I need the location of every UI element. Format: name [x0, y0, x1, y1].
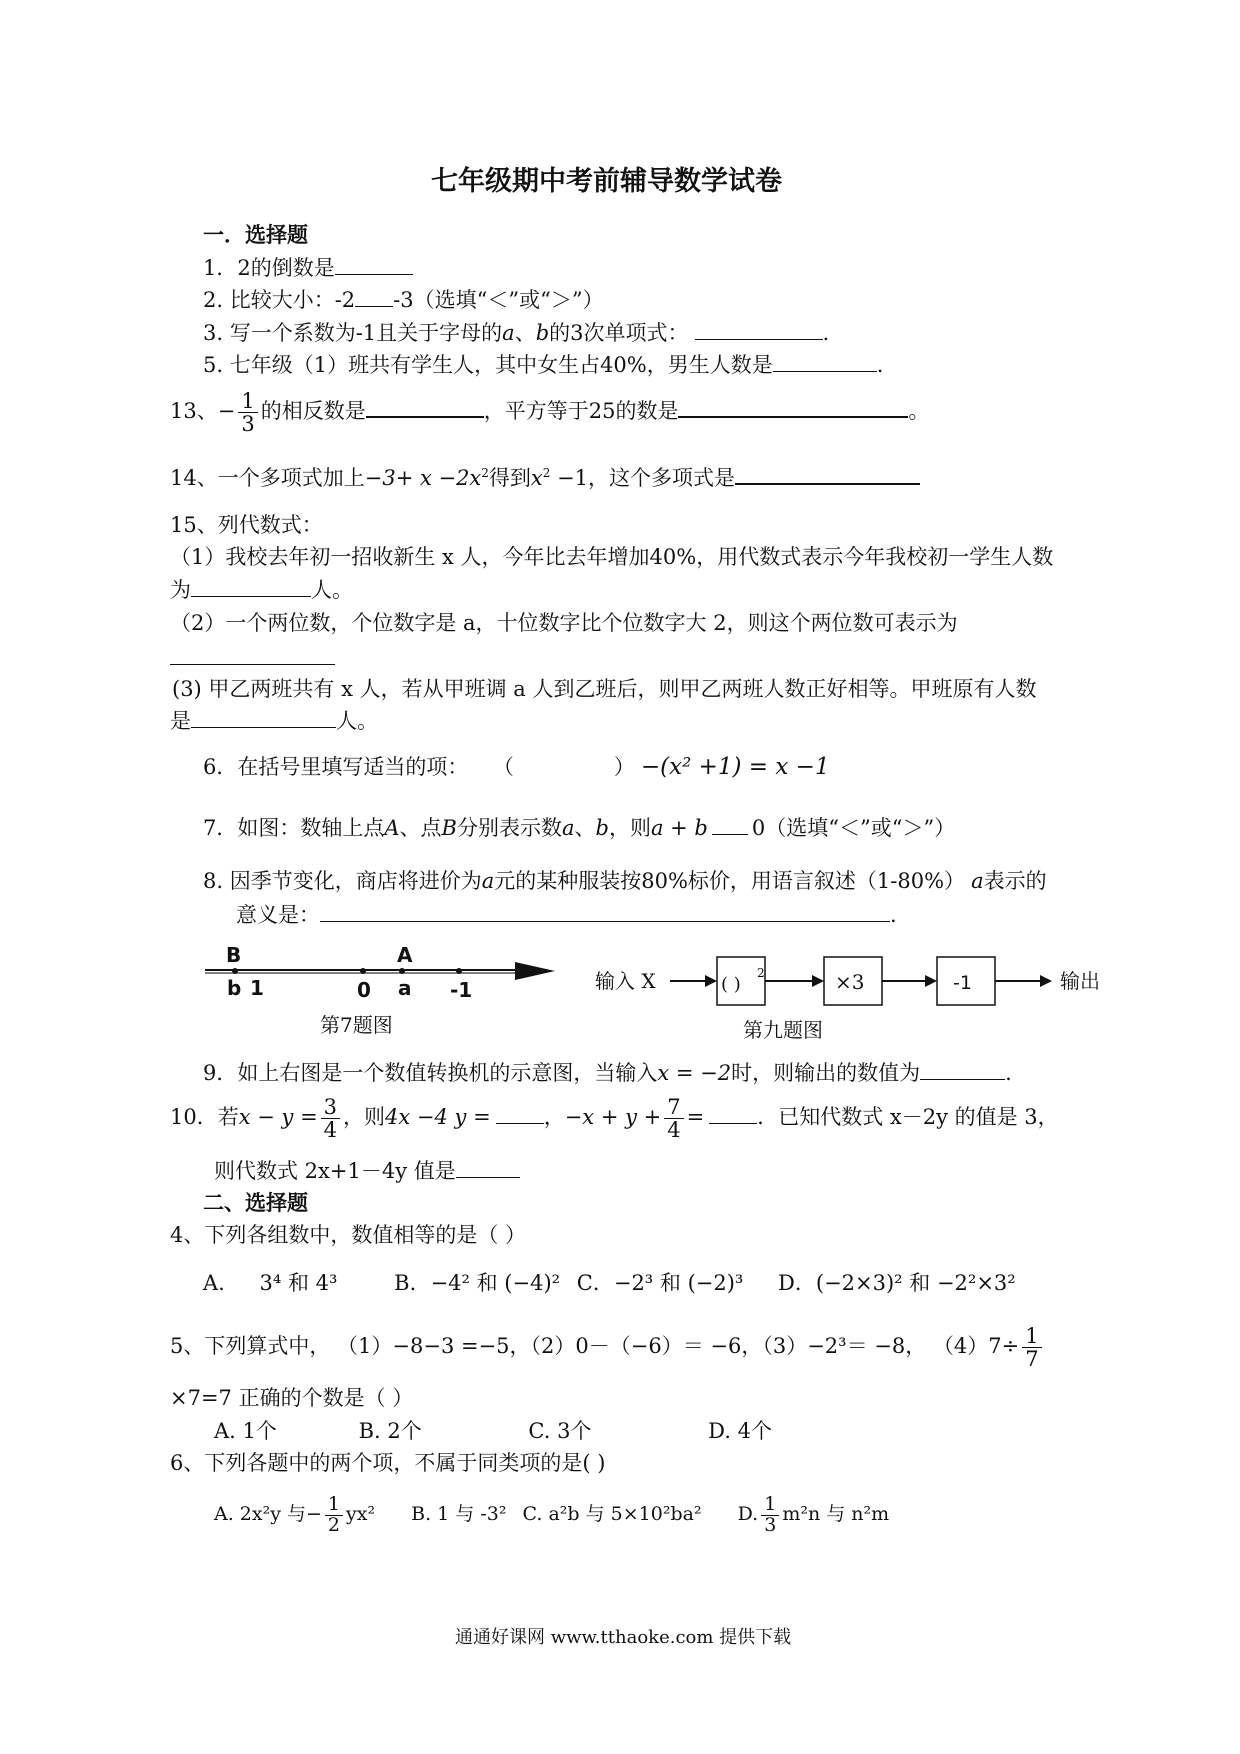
- s2-question-5-options: [214, 1418, 772, 1444]
- label-neg1: -1: [450, 978, 473, 1002]
- q7-a: a: [561, 816, 575, 840]
- q10-e2: −x + y +: [564, 1105, 662, 1130]
- question-9: [203, 1060, 1012, 1086]
- q14-expr2a: x: [530, 466, 543, 490]
- label-B: B: [226, 943, 242, 967]
- q9-text-b: 时，则输出的数值为: [731, 1061, 921, 1085]
- q5-blank[interactable]: [773, 353, 877, 372]
- question-10-line1: [170, 1096, 1059, 1141]
- q3-var-a: a: [502, 321, 515, 345]
- q6s2-a-frac-den: 2: [327, 1513, 341, 1536]
- number-line-figure: [195, 940, 565, 1015]
- q8-end: .: [890, 903, 897, 927]
- q3-sep: 、: [514, 321, 536, 345]
- q10-t3: ．已知代数式 x－2y 的值是 3，: [757, 1105, 1059, 1130]
- label-A: A: [397, 943, 413, 967]
- label-b: b: [227, 976, 242, 1000]
- q6s2-option-c[interactable]: C. a²b 与 5×10²ba²: [522, 1503, 702, 1526]
- q5s2-option-d[interactable]: D. 4个: [708, 1419, 772, 1443]
- q13-neg: −: [217, 399, 236, 424]
- q7-B: B: [441, 816, 457, 840]
- minus1-box-label: -1: [953, 972, 972, 994]
- q7-A: A: [384, 816, 400, 840]
- q3-end: .: [822, 321, 830, 345]
- q2-blank[interactable]: [355, 288, 393, 307]
- label-a: a: [398, 976, 412, 1000]
- q10-frac2: [664, 1096, 683, 1141]
- q6s2-d-frac-num: 1: [761, 1495, 779, 1516]
- arrow-2-head: [812, 975, 824, 987]
- q6s2-option-a-text: A. 2x²y 与−: [214, 1503, 322, 1526]
- q13-end: 。: [908, 399, 930, 424]
- q6s2-d-frac-den: 3: [764, 1513, 777, 1536]
- q6s2-option-b[interactable]: B. 1 与 -3²: [411, 1503, 507, 1526]
- q9-text-a: 9．如上右图是一个数值转换机的示意图，当输入: [203, 1061, 658, 1085]
- q10-frac2-num: 7: [664, 1096, 683, 1119]
- conversion-machine-figure: [595, 945, 1115, 1020]
- q15-heading: 15、列代数式：: [170, 513, 323, 537]
- q3-text-b: 的3次单项式：: [549, 321, 689, 345]
- q7-b: b: [595, 816, 609, 840]
- question-10-line2: [214, 1158, 520, 1184]
- q10-lhs: x − y =: [238, 1105, 318, 1130]
- q13-fraction: [238, 390, 257, 435]
- q15-part2-line2: [170, 645, 335, 671]
- fig7-caption: 第7题图: [320, 1013, 393, 1037]
- number-line-arrow: [515, 962, 555, 980]
- q7-t2: 、点: [399, 816, 442, 840]
- q15-p1-blank[interactable]: [191, 578, 311, 597]
- question-2: [203, 287, 604, 313]
- q6s2-option-a-tail: yx²: [346, 1503, 376, 1526]
- q8-text-a: 8. 因季节变化，商店将进价为: [203, 869, 482, 893]
- q10-t1: ，则: [343, 1105, 386, 1130]
- q15-p3-blank[interactable]: [191, 709, 336, 728]
- q4-option-b-label[interactable]: B．: [394, 1271, 431, 1295]
- q14-text-b: 得到: [488, 466, 531, 490]
- q5s2-frac-num: 1: [1022, 1325, 1041, 1348]
- q5s2-fraction: [1022, 1325, 1041, 1370]
- arrow-3-head: [925, 975, 937, 987]
- q14-blank[interactable]: [735, 465, 920, 485]
- q13-text-b: ，平方等于25的数是: [483, 399, 679, 424]
- q3-var-b: b: [535, 321, 550, 345]
- q9-expr: x = −2: [657, 1061, 732, 1085]
- q6-paren-open: （: [503, 755, 514, 779]
- q4-option-c[interactable]: −2³ 和 (−2)³: [613, 1271, 744, 1295]
- q13-blank-2[interactable]: [678, 398, 908, 418]
- s2-question-5-line2: ×7=7 正确的个数是（ ）: [170, 1386, 414, 1410]
- q5s2-option-a[interactable]: A. 1个: [214, 1419, 277, 1443]
- q15-p1-pre: 为: [170, 578, 191, 602]
- question-8-line2: [236, 902, 897, 928]
- label-1: 1: [250, 976, 264, 1000]
- question-6: [203, 753, 830, 782]
- q15-p3-pre: 是: [170, 709, 191, 733]
- q10-frac1-den: 4: [323, 1118, 338, 1143]
- q14-text-a: 14、一个多项式加上: [170, 466, 365, 490]
- section2-heading: 二、选择题: [203, 1191, 308, 1215]
- q4-option-a[interactable]: 3⁴ 和 4³: [259, 1271, 338, 1295]
- q4-option-d-label[interactable]: D．: [778, 1271, 816, 1295]
- point-A: [399, 968, 405, 974]
- q8-text-b: 元的某种服装按80%标价，用语言叙述（1-80%）: [494, 869, 966, 893]
- q3-text-a: 3. 写一个系数为-1且关于字母的: [203, 321, 503, 345]
- square-box-label: ( ): [721, 974, 741, 995]
- arrow-1-head: [705, 975, 717, 987]
- q13-num: 13、: [170, 399, 218, 424]
- question-8-line1: [203, 868, 1047, 894]
- q7-t4: 、: [574, 816, 596, 840]
- q10-eq: =: [686, 1105, 705, 1130]
- s2-question-4-options: [203, 1270, 1016, 1296]
- q10-frac1-num: 3: [321, 1096, 340, 1119]
- fig9-caption: 第九题图: [743, 1018, 823, 1042]
- q10-frac1: [321, 1096, 340, 1141]
- q14-text-c: ，这个多项式是: [588, 466, 736, 490]
- q5-end: .: [876, 353, 884, 377]
- question-1: [203, 255, 413, 281]
- q5s2-option-b[interactable]: B. 2个: [358, 1419, 422, 1443]
- q6-text: 6．在括号里填写适当的项：: [203, 755, 469, 779]
- q10-frac2-den: 4: [667, 1118, 681, 1143]
- q5s2-option-c[interactable]: C. 3个: [528, 1419, 592, 1443]
- q6s2-option-d[interactable]: [737, 1493, 890, 1536]
- s2-question-5: [170, 1325, 1045, 1370]
- q7-blank[interactable]: [712, 816, 748, 835]
- q10-t2: ，: [543, 1105, 565, 1130]
- point-1: [232, 968, 238, 974]
- q2-text-b: -3（选填“＜”或“＞”）: [393, 288, 604, 312]
- q8-blank[interactable]: [320, 903, 890, 922]
- q1-blank[interactable]: [335, 256, 413, 275]
- question-14: [170, 465, 920, 491]
- q7-t3: 分别表示数: [456, 816, 562, 840]
- question-7: [203, 815, 955, 841]
- q6s2-option-d-frac: [761, 1495, 779, 1536]
- q6s2-option-a-frac: [325, 1495, 343, 1536]
- q9-blank[interactable]: [920, 1061, 1005, 1080]
- q6s2-a-frac-num: 1: [325, 1495, 343, 1516]
- q8-var-a1: a: [481, 869, 495, 893]
- q15-part3-line2: [170, 708, 378, 734]
- q1-text: 1．2的倒数是: [203, 256, 335, 280]
- page-title: 七年级期中考前辅导数学试卷: [431, 166, 782, 197]
- q5s2-text: 5、下列算式中， （1）−8−3 =−5，（2）0－（−6）＝ −6，（3）−2³＝ −8， （4）7÷: [170, 1334, 1020, 1359]
- q15-part2-line1: （2）一个两位数，个位数字是 a，十位数字比个位数字大 2，则这个两位数可表示为: [170, 611, 958, 635]
- arrow-4-head: [1040, 975, 1052, 987]
- q6s2-option-d-text: D.: [737, 1503, 759, 1526]
- q8-var-a2: a: [971, 869, 984, 893]
- q4-option-a-label[interactable]: A.: [203, 1271, 225, 1295]
- q14-exp1: 2: [481, 466, 489, 480]
- q8-text-c: 表示的: [983, 869, 1047, 893]
- square-box-exp: 2: [757, 966, 765, 980]
- question-3: [203, 320, 829, 346]
- q10-num: 10．若: [170, 1105, 239, 1130]
- s2-question-6: 6、下列各题中的两个项，不属于同类项的是( ): [170, 1451, 606, 1475]
- q6s2-option-a[interactable]: [214, 1493, 376, 1536]
- q6s2-option-d-tail: m²n 与 n²m: [782, 1503, 890, 1526]
- s2-question-4: 4、下列各组数中，数值相等的是（ ）: [170, 1223, 527, 1247]
- point-0: [360, 968, 366, 974]
- q2-text-a: 2. 比较大小：-2: [203, 288, 356, 312]
- page-footer: 通通好课网 www.tthaoke.com 提供下载: [455, 1627, 792, 1648]
- q7-t6: 0（选填“＜”或“＞”）: [751, 816, 956, 840]
- q10-e1: 4x −4 y =: [385, 1105, 491, 1130]
- q3-blank[interactable]: [695, 321, 823, 340]
- s2-question-6-options: [214, 1495, 889, 1536]
- q9-end: .: [1005, 1061, 1012, 1085]
- q10-blank-3[interactable]: [456, 1159, 520, 1178]
- q13-blank-1[interactable]: [366, 398, 484, 418]
- q15-p2-blank[interactable]: [170, 646, 335, 665]
- q13-frac-den: 3: [241, 412, 255, 437]
- section1-heading: 一．选择题: [203, 223, 308, 247]
- q7-t5: ，则: [608, 816, 651, 840]
- question-5: [203, 352, 883, 378]
- times3-box-label: ×3: [835, 970, 865, 994]
- q14-expr1: −3+ x −2x: [364, 466, 482, 490]
- question-13: [170, 390, 929, 435]
- q5s2-frac-den: 7: [1025, 1347, 1039, 1372]
- q13-frac-num: 1: [238, 390, 257, 413]
- label-0: 0: [357, 978, 371, 1002]
- q7-expr: a + b: [650, 816, 708, 840]
- output-label: 输出: [1060, 969, 1100, 993]
- q13-text-a: 的相反数是: [260, 399, 366, 424]
- q14-exp2: 2: [542, 466, 551, 480]
- q8-line2: 意义是：: [236, 903, 320, 927]
- q15-p1-post: 人。: [311, 578, 353, 602]
- input-label: 输入 X: [595, 969, 656, 993]
- q15-p3-post: 人。: [336, 709, 378, 733]
- q15-part1-line1: （1）我校去年初一招收新生 x 人，今年比去年增加40%，用代数式表示今年我校初一学生人数: [170, 545, 1054, 569]
- q14-expr2b: −1: [550, 466, 589, 490]
- q15-part1-line2: [170, 577, 353, 603]
- q6-paren-close: ）: [613, 755, 635, 779]
- point-neg1: [456, 968, 462, 974]
- q4-option-b[interactable]: −4² 和 (−4)²: [430, 1271, 561, 1295]
- q7-text-a: 7．如图：数轴上点: [203, 816, 385, 840]
- q4-option-d[interactable]: (−2×3)² 和 −2²×3²: [815, 1271, 1016, 1295]
- q6-expr: −(x² +1) = x −1: [640, 754, 830, 780]
- q4-option-c-label[interactable]: C．: [576, 1271, 614, 1295]
- q10-blank-1[interactable]: [496, 1105, 544, 1124]
- q10-line2: 则代数式 2x+1－4y 值是: [214, 1159, 456, 1183]
- q5-text: 5. 七年级（1）班共有学生人，其中女生占40%，男生人数是: [203, 353, 773, 377]
- q15-part3-line1: (3) 甲乙两班共有 x 人，若从甲班调 a 人到乙班后，则甲乙两班人数正好相等。甲班原有人数: [172, 677, 1037, 701]
- q10-blank-2[interactable]: [709, 1105, 757, 1124]
